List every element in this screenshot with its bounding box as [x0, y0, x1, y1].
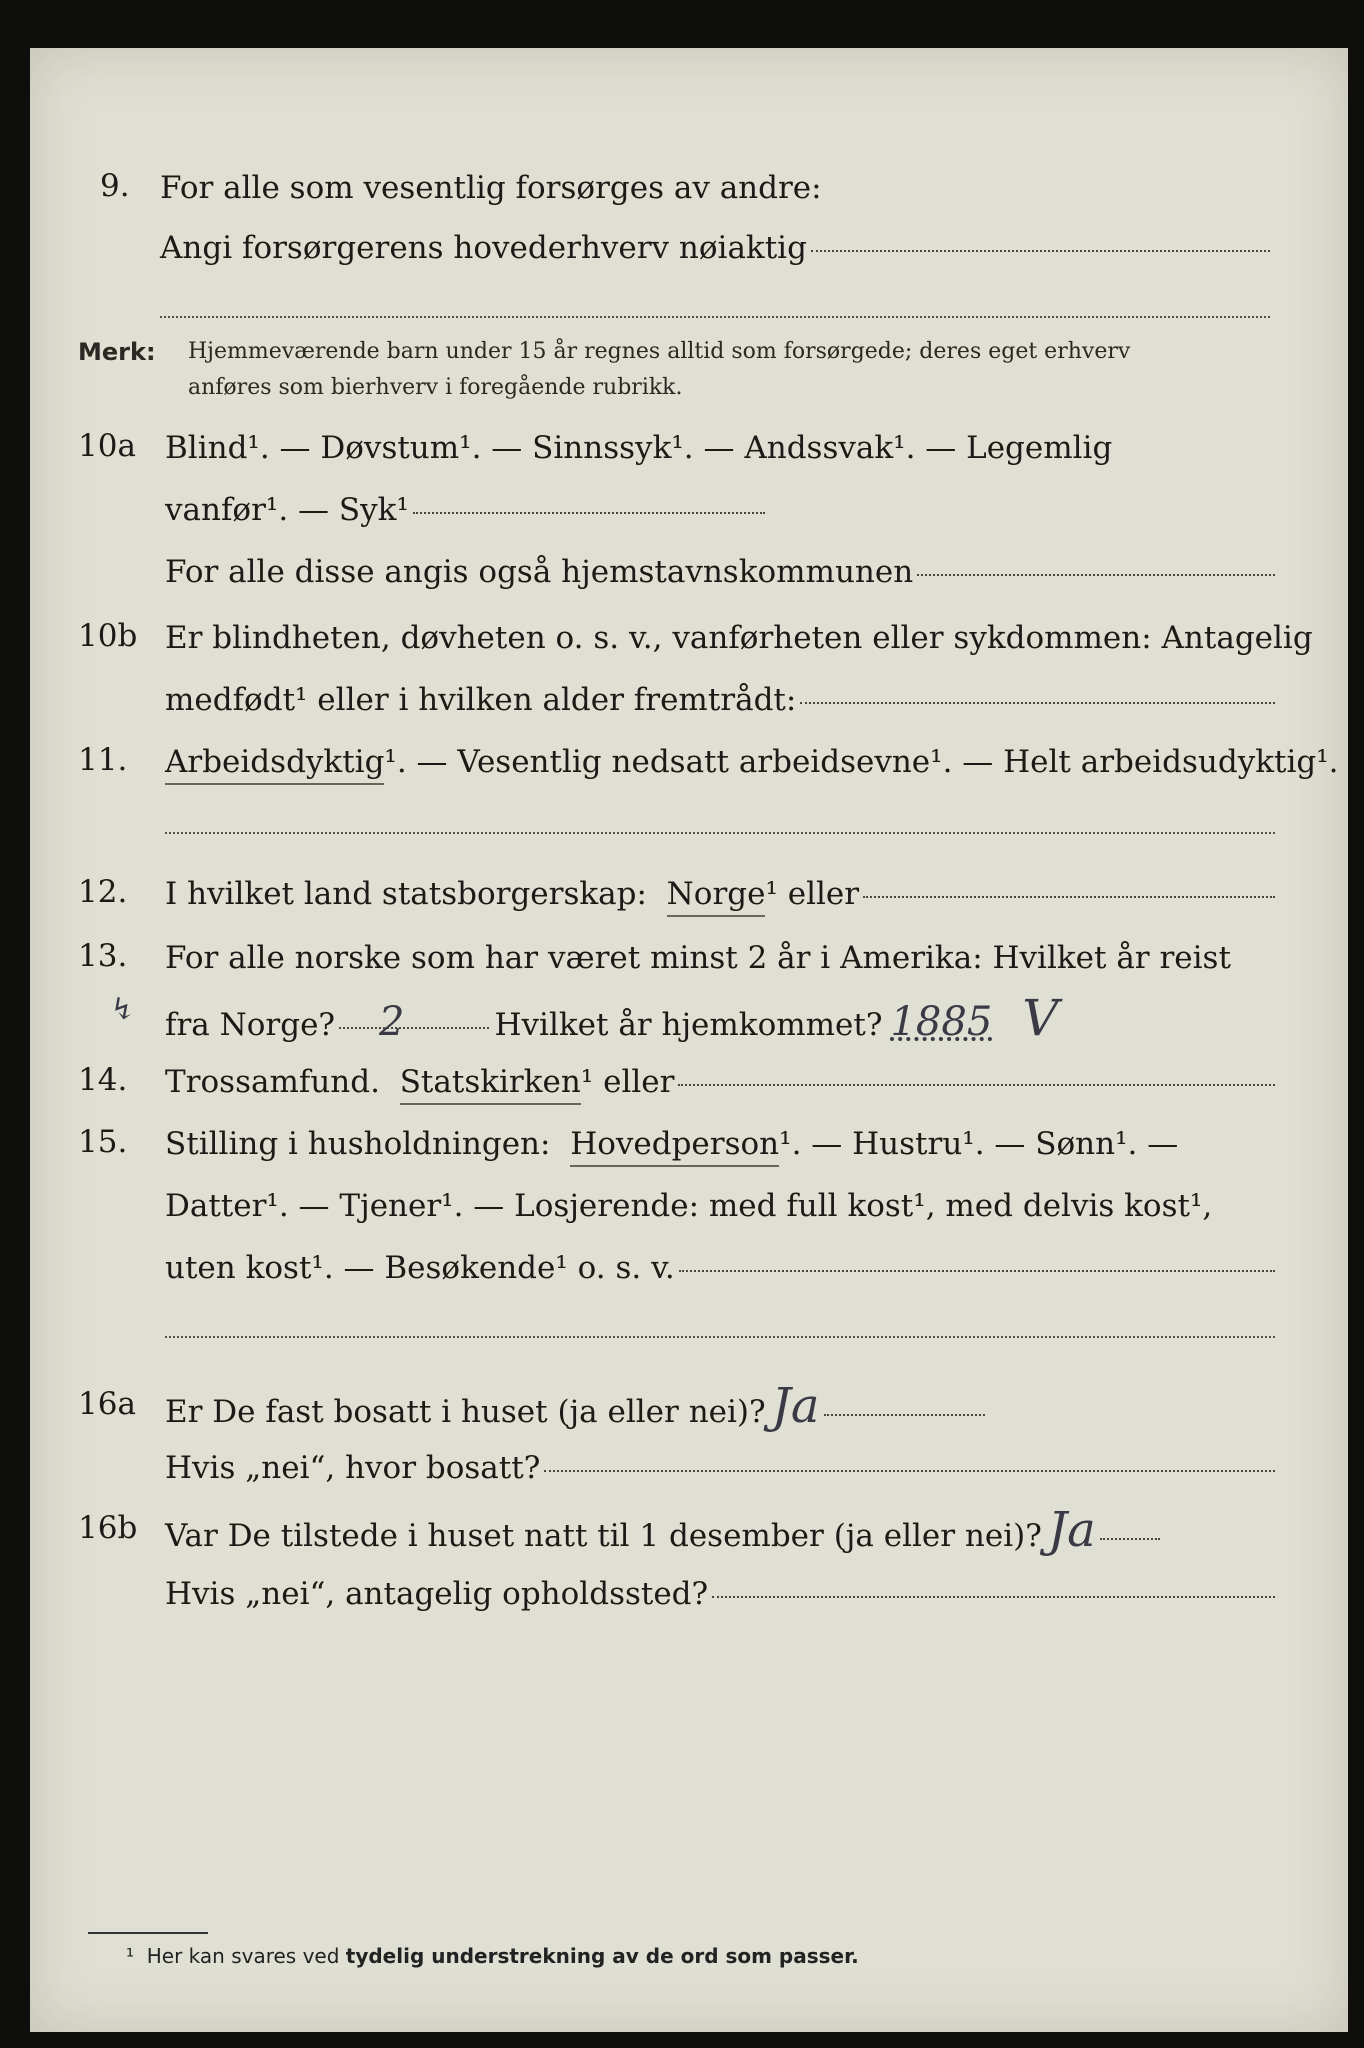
q10a-line2-text: vanfør¹. — Syk¹	[165, 492, 409, 528]
q9-extra-answer-line[interactable]	[160, 316, 1270, 318]
q16b-opholdssted-answer-line[interactable]	[712, 1596, 1275, 1598]
q16b-line1	[165, 1502, 1275, 1558]
q16b-number: 16b	[78, 1510, 138, 1546]
q15-line1-rest: ¹. — Hustru¹. — Sønn¹. —	[779, 1126, 1179, 1162]
q16b-line2	[165, 1574, 1275, 1614]
q12-answer-line[interactable]	[863, 896, 1275, 898]
q16a-handwritten-answer: Ja	[771, 1378, 820, 1434]
q13-reist-handwritten: 2	[379, 999, 405, 1045]
q10a-number: 10a	[78, 428, 136, 464]
q16b-line1-text: Var De tilstede i huset natt til 1 desember (ja eller nei)?	[165, 1518, 1042, 1554]
q14-suffix: ¹ eller	[580, 1064, 675, 1100]
merk-line2: anføres som bierhverv i foregående rubrikk.	[188, 375, 683, 400]
q15-line3-text: uten kost¹. — Besøkende¹ o. s. v.	[165, 1250, 675, 1286]
q11-number: 11.	[78, 742, 128, 778]
q10b-answer-line[interactable]	[800, 702, 1275, 704]
q13-margin-mark: ↯	[110, 992, 136, 1027]
q13-hjem-text: Hvilket år hjemkommet?	[494, 1007, 883, 1043]
q11-arbeidsdyktig-underlined[interactable]: Arbeidsdyktig	[165, 742, 384, 785]
q13-number: 13.	[78, 938, 128, 974]
footnote-bold: tydelig understrekning av de ord som passer.	[345, 1944, 859, 1968]
q10a-syk-answer-line[interactable]	[413, 512, 765, 514]
q15-line1	[165, 1124, 1178, 1167]
q10b-line1: Er blindheten, døvheten o. s. v., vanførheten eller sykdommen: Antagelig	[165, 620, 1313, 656]
q11-extra-answer-line[interactable]	[165, 832, 1275, 834]
q12-suffix: ¹ eller	[765, 876, 860, 912]
footnote-rule	[88, 1932, 208, 1934]
q16a-number: 16a	[78, 1386, 136, 1422]
q15-line2: Datter¹. — Tjener¹. — Losjerende: med full kost¹, med delvis kost¹,	[165, 1188, 1213, 1224]
q14-number: 14.	[78, 1062, 128, 1098]
q9-number: 9.	[100, 168, 130, 204]
q16b-line2-text: Hvis „nei“, antagelig opholdssted?	[165, 1576, 709, 1612]
q13-line1: For alle norske som har været minst 2 år i Amerika: Hvilket år reist	[165, 940, 1231, 976]
q14-line	[165, 1062, 1275, 1105]
q12-prefix: I hvilket land statsborgerskap:	[165, 876, 647, 912]
q10b-line2-text: medfødt¹ eller i hvilken alder fremtrådt:	[165, 682, 797, 718]
q13-reist-answer-line[interactable]	[339, 1027, 489, 1029]
q15-line3	[165, 1248, 1275, 1288]
census-form-page	[30, 48, 1348, 2032]
q11-rest: ¹. — Vesentlig nedsatt arbeidsevne¹. — Helt arbeidsudyktig¹.	[384, 744, 1339, 780]
q14-statskirken-underlined[interactable]: Statskirken	[400, 1062, 581, 1105]
q12-line	[165, 874, 1275, 917]
q15-hovedperson-underlined[interactable]: Hovedperson	[570, 1124, 779, 1167]
q15-number: 15.	[78, 1124, 128, 1160]
q13-reist-text: fra Norge?	[165, 1007, 336, 1043]
q12-norge-underlined[interactable]: Norge	[667, 874, 766, 917]
q10a-line2	[165, 490, 765, 530]
q16a-answer-line[interactable]	[824, 1414, 986, 1416]
q16a-line1	[165, 1378, 985, 1434]
q15-prefix: Stilling i husholdningen:	[165, 1126, 551, 1162]
q16a-line2	[165, 1448, 1275, 1488]
q13-check-handwritten: V	[1022, 989, 1059, 1047]
q10b-number: 10b	[78, 618, 138, 654]
q16a-line2-text: Hvis „nei“, hvor bosatt?	[165, 1450, 541, 1486]
footnote-plain: Her kan svares ved	[146, 1944, 340, 1968]
footnote-mark: ¹	[126, 1944, 135, 1968]
merk-label: Merk:	[78, 338, 156, 366]
q16b-answer-line[interactable]	[1100, 1538, 1160, 1540]
q10a-line1: Blind¹. — Døvstum¹. — Sinnssyk¹. — Andssvak¹. — Legemlig	[165, 430, 1113, 466]
q14-prefix: Trossamfund.	[165, 1064, 380, 1100]
q16b-handwritten-answer: Ja	[1047, 1502, 1096, 1558]
q13-line2	[165, 989, 1065, 1047]
q11-line	[165, 742, 1339, 785]
q10b-line2	[165, 680, 1275, 720]
q15-extra-answer-line[interactable]	[165, 1336, 1275, 1338]
merk-note	[78, 334, 156, 372]
q9-answer-line[interactable]	[811, 250, 1270, 252]
q9-line2-text: Angi forsørgerens hovederhverv nøiaktig	[160, 230, 807, 266]
q14-answer-line[interactable]	[678, 1084, 1275, 1086]
merk-line1: Hjemmeværende barn under 15 år regnes alltid som forsørgede; deres eget erhverv	[188, 339, 1131, 364]
footnote	[126, 1944, 859, 1968]
q16a-line1-text: Er De fast bosatt i huset (ja eller nei)?	[165, 1394, 766, 1430]
q10a-line3-text: For alle disse angis også hjemstavnskommunen	[165, 554, 914, 590]
q10a-hjemstavn-answer-line[interactable]	[917, 574, 1275, 576]
q13-hjem-handwritten: 1885	[890, 999, 993, 1045]
q10a-line3	[165, 552, 1275, 592]
q16a-bosatt-answer-line[interactable]	[544, 1470, 1275, 1472]
q15-answer-line[interactable]	[679, 1270, 1275, 1272]
q9-line2	[160, 228, 1270, 268]
q9-line1: For alle som vesentlig forsørges av andre:	[160, 170, 822, 206]
q12-number: 12.	[78, 874, 128, 910]
